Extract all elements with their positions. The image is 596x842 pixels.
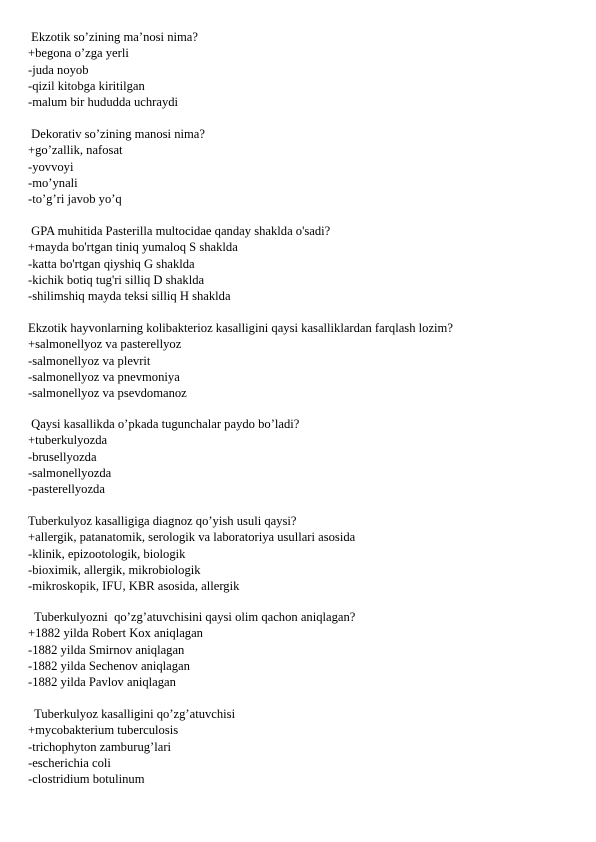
answer-option-correct: +tuberkulyozda [28, 433, 108, 448]
answer-option: -brusellyozda [28, 449, 97, 464]
answer-option: -salmonellyozda [28, 465, 112, 480]
question-text: Ekzotik hayvonlarning kolibakterioz kasalligini qaysi kasalliklardan farqlash lozim? [28, 321, 453, 335]
answer-option-correct: +go’zallik, nafosat [28, 143, 123, 158]
question-block [28, 706, 568, 787]
question-text: Qaysi kasallikda o’pkada tugunchalar paydo bo’ladi? [28, 417, 300, 431]
answer-option: -escherichia coli [28, 755, 111, 770]
question-block [28, 29, 568, 110]
answer-option: -klinik, epizootologik, biologik [28, 546, 186, 561]
answer-option-correct: +mayda bo'rtgan tiniq yumaloq S shaklda [28, 240, 238, 255]
question-block [28, 320, 568, 401]
answer-option: -malum bir hududda uchraydi [28, 95, 179, 110]
answer-option: -juda noyob [28, 62, 89, 77]
answer-option: -mikroskopik, IFU, KBR asosida, allergik [28, 579, 240, 594]
answer-option: -clostridium botulinum [28, 772, 145, 787]
question-block [28, 126, 568, 207]
answer-option: -to’g’ri javob yo’q [28, 192, 122, 207]
question-text: GPA muhitida Pasterilla multocidae qanday shaklda o'sadi? [28, 224, 331, 238]
question-block [28, 513, 568, 594]
answer-option-correct: +mycobakterium tuberculosis [28, 723, 179, 738]
question-text: Tuberkulyoz kasalligini qo’zg’atuvchisi [28, 707, 236, 721]
answer-option-correct: +1882 yilda Robert Kox aniqlagan [28, 626, 203, 641]
answer-option: -salmonellyoz va psevdomanoz [28, 386, 187, 401]
question-text: Ekzotik so’zining ma’nosi nima? [28, 30, 198, 44]
question-text: Dekorativ so’zining manosi nima? [28, 127, 205, 141]
question-block [28, 223, 568, 304]
answer-option: -trichophyton zamburug’lari [28, 739, 172, 754]
answer-option: -mo’ynali [28, 175, 78, 190]
answer-option-correct: +allergik, patanatomik, serologik va laboratoriya usullari asosida [28, 530, 356, 545]
answer-option: -bioximik, allergik, mikrobiologik [28, 562, 201, 577]
answer-option: -katta bo'rtgan qiyshiq G shaklda [28, 256, 195, 271]
answer-option: -pasterellyozda [28, 482, 105, 497]
question-block [28, 416, 568, 497]
answer-option-correct: +salmonellyoz va pasterellyoz [28, 337, 182, 352]
answer-option: -salmonellyoz va plevrit [28, 353, 151, 368]
answer-option-correct: +begona o’zga yerli [28, 46, 129, 61]
answer-option: -salmonellyoz va pnevmoniya [28, 369, 180, 384]
question-block [28, 609, 568, 690]
question-text: Tuberkulyoz kasalligiga diagnoz qo’yish usuli qaysi? [28, 514, 297, 528]
answer-option: -qizil kitobga kiritilgan [28, 78, 145, 93]
question-text: Tuberkulyozni qo’zg’atuvchisini qaysi olim qachon aniqlagan? [28, 610, 356, 624]
answer-option: -yovvoyi [28, 159, 74, 174]
answer-option: -kichik botiq tug'ri silliq D shaklda [28, 272, 205, 287]
answer-option: -shilimshiq mayda teksi silliq H shaklda [28, 289, 231, 304]
answer-option: -1882 yilda Sechenov aniqlagan [28, 658, 190, 673]
answer-option: -1882 yilda Pavlov aniqlagan [28, 675, 176, 690]
answer-option: -1882 yilda Smirnov aniqlagan [28, 642, 185, 657]
